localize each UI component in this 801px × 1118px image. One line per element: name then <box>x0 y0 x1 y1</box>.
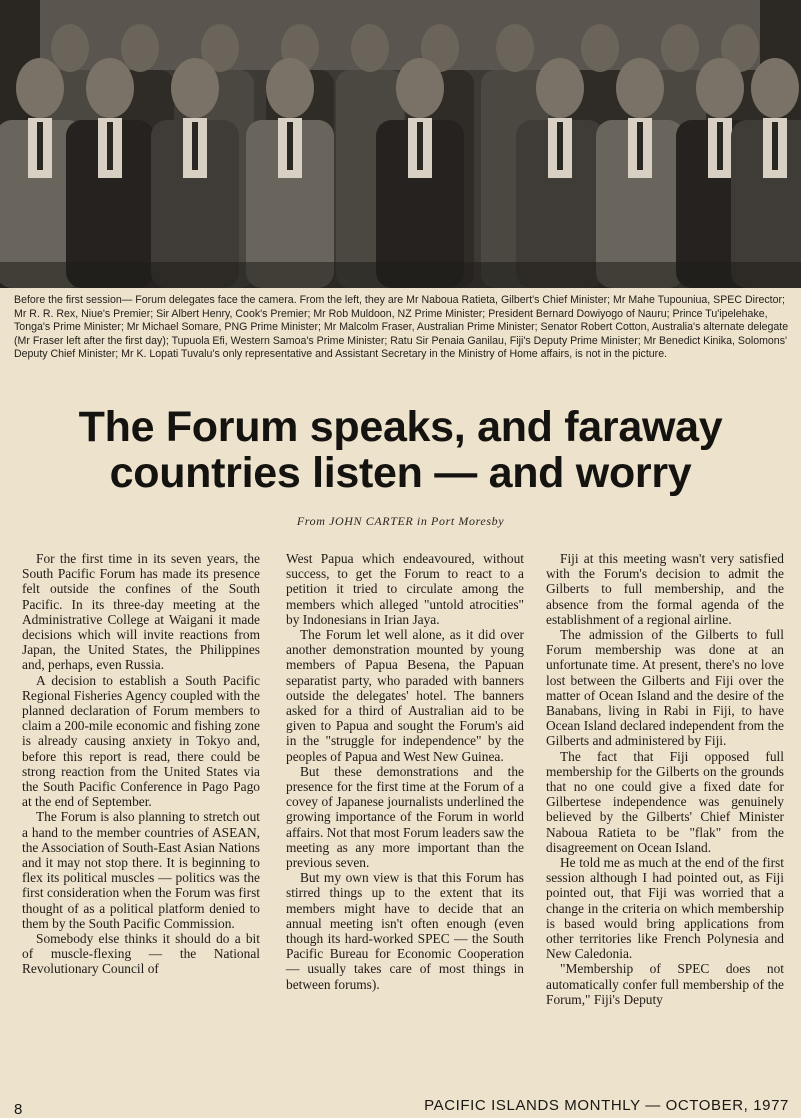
article-column-1 <box>22 551 260 977</box>
paragraph: The fact that Fiji opposed full membership for the Gilberts on the grounds that no one could give a fixed date for Gilbertese independence was genuinely believed by the Gilberts' Chief Minister Naboua Ratieta to be "flak" from the disagreement on Ocean Island. <box>546 748 784 855</box>
headline-line-1: The Forum speaks, and faraway <box>78 403 723 451</box>
paragraph: The Forum let well alone, as it did over another demonstration mounted by young members of Papua Besena, the Papuan separatist party, who paraded with banners outside the delegates' hotel. The banners asked for a third of Australian aid to be given to Papua and sought the Forum's aid in the "struggle for independence" by the peoples of Papua and West New Guinea. <box>286 627 524 764</box>
group-photo <box>0 0 801 288</box>
headline-line-2: countries listen — and worry <box>109 449 692 497</box>
photo-caption: Before the first session— Forum delegates face the camera. From the left, they are Mr Naboua Ratieta, Gilbert's Chief Minister; Mr Mahe Tupouniua, SPEC Director; Mr R. R. Rex, Niue's Premier; Sir Albert Henry, Cook's Premier; Mr Rob Muldoon, NZ Prime Minister; President Bernard Dowiyogo of Nauru; Prince Tu'ipelehake, Tonga's Prime Minister; Mr Michael Somare, PNG Prime Minister; Mr Malcolm Fraser, Australian Prime Minister; Senator Robert Cotton, Australia's alternate delegate (Mr Fraser left after the first day); Tupuola Efi, Western Samoa's Prime Minister; Ratu Sir Penaia Ganilau, Fiji's Deputy Prime Minister; Mr Benedict Kinika, Solomons' Deputy Chief Minister; Mr K. Lopati Tuvalu's only representative and Assistant Secretary in the Ministry of Home affairs, is not in the picture. <box>14 294 789 361</box>
paragraph: The admission of the Gilberts to full Forum membership was done at an unfortunate time. At present, there's no love lost between the Gilberts and Fiji over the matter of Ocean Island and the desire of the Banabans, living in Rabi in Fiji, to have Ocean Island declared independent from the Gilberts and administered by Fiji. <box>546 627 784 749</box>
delegates-photo-illustration <box>0 0 801 288</box>
running-title: PACIFIC ISLANDS MONTHLY — OCTOBER, 1977 <box>424 1097 789 1114</box>
paragraph: For the first time in its seven years, the South Pacific Forum has made its presence felt outside the confines of the South Pacific. In its three-day meeting at the Administrative College at Waigani it made decisions which will invite reactions from Japan, the United States, the Philippines and, perhaps, even Russia. <box>22 551 260 673</box>
article-column-2 <box>286 551 524 992</box>
byline: From JOHN CARTER in Port Moresby <box>296 514 505 528</box>
paragraph: "Membership of SPEC does not automatically confer full membership of the Forum," Fiji's Deputy <box>546 961 784 1007</box>
paragraph: But my own view is that this Forum has stirred things up to the extent that its members might have to decide that an annual meeting isn't often enough (even though its hard-worked SPEC — the South Pacific Bureau for Economic Cooperation — usually takes care of most things in between forums). <box>286 870 524 992</box>
page-number: 8 <box>14 1101 23 1118</box>
paragraph: A decision to establish a South Pacific Regional Fisheries Agency coupled with the planned declaration of Forum members to claim a 200-mile economic and fishing zone is already causing anxiety in Tokyo and, before this report is read, there could be strong reaction from the United States via the South Pacific Conference in Pago Pago at the end of September. <box>22 672 260 810</box>
paragraph: Fiji at this meeting wasn't very satisfied with the Forum's decision to admit the Gilberts to full membership, and the absence from the formal agenda of the establishment of a regional airline. <box>546 551 784 627</box>
paragraph: The Forum is also planning to stretch out a hand to the member countries of ASEAN, the Association of South-East Asian Nations and it may not stop there. It is beginning to flex its political muscles — politics was the first consideration when the Forum was first thought of as a political platform denied to them by the South Pacific Commission. <box>22 809 260 931</box>
paragraph: West Papua which endeavoured, without success, to get the Forum to react to a petition it tried to circulate among the members which alleged "untold atrocities" by Indonesians in Irian Jaya. <box>286 551 524 627</box>
paragraph: Somebody else thinks it should do a bit of muscle-flexing — the National Revolutionary Council of <box>22 931 260 977</box>
paragraph: He told me as much at the end of the first session although I had pointed out, as Fiji pointed out, that Fiji was worried that a change in the criteria on which membership is based would bring applications from other territories like French Polynesia and New Caledonia. <box>546 855 784 962</box>
headline <box>0 404 801 496</box>
article-column-3 <box>546 551 784 1007</box>
paragraph: But these demonstrations and the presence for the first time at the Forum of a covey of Japanese journalists underlined the growing importance of the Forum in world affairs. Not that most Forum leaders saw the meeting as any more important than the previous seven. <box>286 763 524 871</box>
